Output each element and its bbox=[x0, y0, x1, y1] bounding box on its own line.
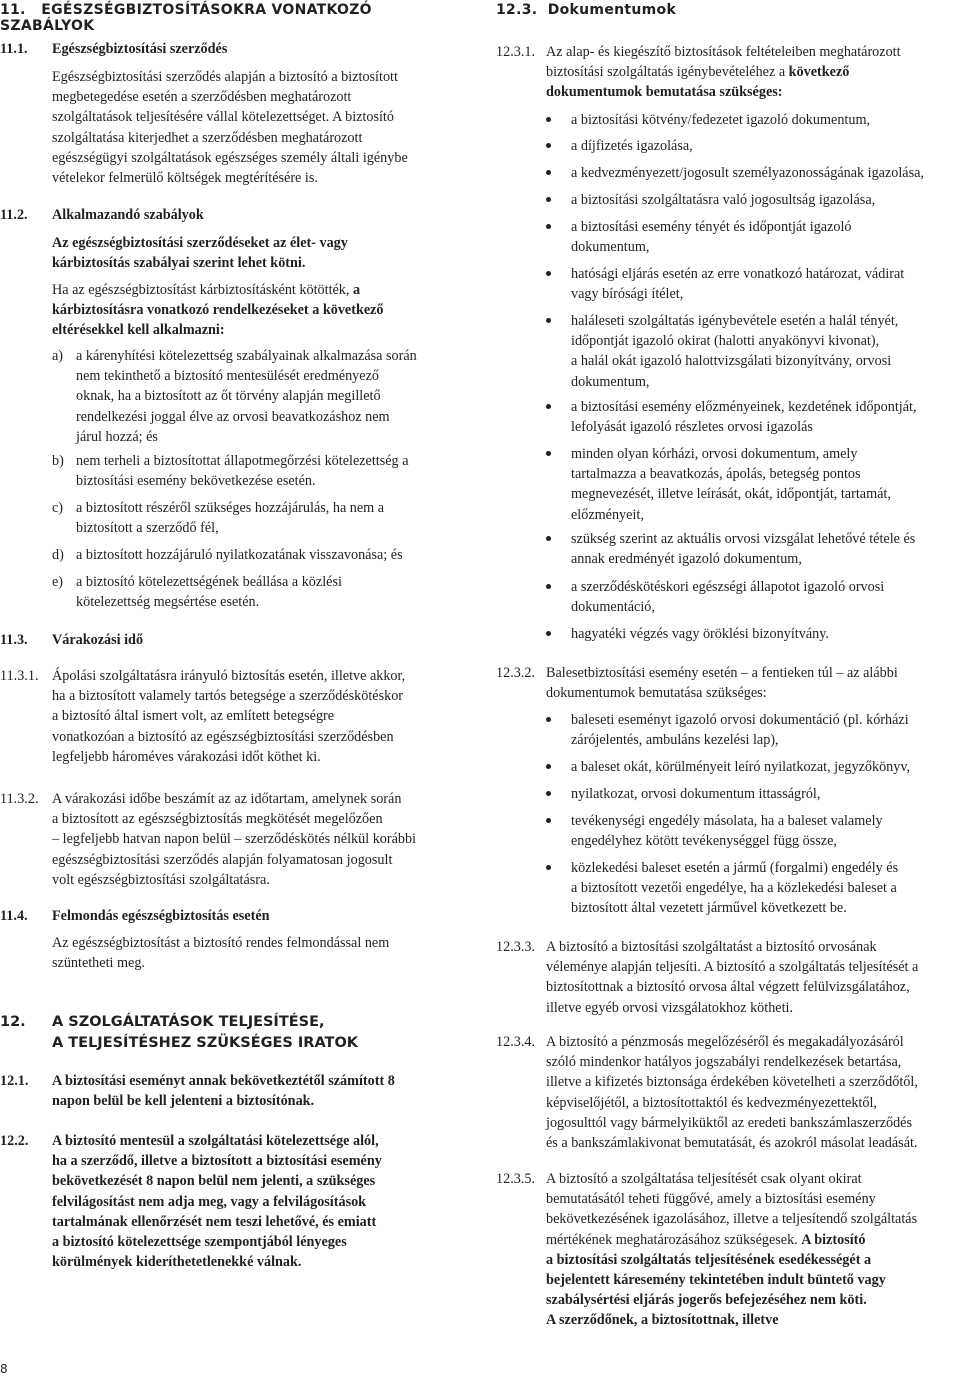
paragraph-line: illetve a kifizetés biztonsága érdekében követelheti a szerződőtől, bbox=[546, 1074, 918, 1091]
paragraph-number: 12.2. bbox=[0, 1133, 29, 1149]
section-11-3-title: Várakozási idő bbox=[52, 632, 144, 648]
page-number: 8 bbox=[0, 1362, 8, 1376]
bullet-line: tartalmazza a beavatkozás, ápolás, betegség pontos bbox=[571, 466, 861, 483]
paragraph-line: ha a szerződő, illetve a biztosított a biztosítási esemény bbox=[52, 1153, 382, 1170]
body-line: szolgáltatása kiterjedhet a szerződésben meghatározott bbox=[52, 129, 363, 146]
bullet-line: közlekedési baleset esetén a jármű (forgalmi) engedély és bbox=[571, 860, 899, 876]
paragraph-line: szóló mindenkor hatályos jogszabályi rendelkezések betartása, bbox=[546, 1054, 902, 1071]
bullet-line: dokumentum, bbox=[571, 239, 650, 256]
section-11-1-title: Egészségbiztosítási szerződés bbox=[52, 41, 228, 57]
section-11-2-intro bbox=[52, 280, 466, 341]
list-line: biztosított a szerződő fél, bbox=[76, 520, 219, 537]
paragraph-line: volt egészségbiztosítási szolgáltatásra. bbox=[52, 871, 270, 888]
section-11-1-number: 11.1. bbox=[0, 41, 28, 57]
paragraph-line: A biztosító a szolgáltatása teljesítését csak olyant okirat bbox=[546, 1171, 862, 1187]
bullet-line: vagy bírósági ítélet, bbox=[571, 286, 684, 303]
paragraph-line: tartalmának ellenőrzését nem teszi lehetővé, és emiatt bbox=[52, 1213, 377, 1230]
paragraph-line bbox=[546, 1230, 956, 1250]
list-line: járul hozzá; és bbox=[76, 428, 158, 445]
bullet-icon bbox=[546, 584, 551, 589]
bullet-icon bbox=[546, 224, 551, 229]
bullet-icon bbox=[546, 451, 551, 456]
body-line: Egészségbiztosítási szerződés alapján a biztosító a biztosított bbox=[52, 69, 398, 85]
paragraph-line: A biztosító a pénzmosás megelőzéséről és megakadályozásáról bbox=[546, 1034, 904, 1050]
section-11-3-number: 11.3. bbox=[0, 632, 28, 648]
paragraph-line: Ápolási szolgáltatásra irányuló biztosítás esetén, illetve akkor, bbox=[52, 668, 406, 684]
paragraph-line: ha a biztosított valamely tartós betegsége a szerződéskötéskor bbox=[52, 688, 404, 705]
paragraph-line: bekövetkezését 8 napon belül nem jelenti, a szükséges bbox=[52, 1173, 376, 1190]
body-line: egészségügyi szolgáltatások egészséges személy általi igénybe bbox=[52, 149, 408, 166]
list-line: a biztosító kötelezettségének beállása a közlési bbox=[76, 574, 342, 590]
paragraph-line: A biztosítási eseményt annak bekövetkeztétől számított 8 bbox=[52, 1073, 395, 1089]
list-letter: e) bbox=[52, 574, 64, 590]
paragraph-line: biztosítottnak a biztosító orvosa által végzett felülvizsgálatához, bbox=[546, 979, 910, 996]
paragraph-number: 12.3.3. bbox=[496, 939, 536, 955]
paragraph-line: és a bankszámlakivonat bemutatását, és azokról másolat leadását. bbox=[546, 1135, 918, 1152]
paragraph-line: dokumentumok bemutatása szükséges: bbox=[546, 685, 767, 702]
paragraph-number: 11.3.2. bbox=[0, 791, 39, 807]
list-line: kötelezettség megsértése esetén. bbox=[76, 594, 260, 611]
section-11-2-title: Alkalmazandó szabályok bbox=[52, 207, 204, 223]
bullet-line: annak eredményét igazoló dokumentum, bbox=[571, 551, 802, 568]
bullet-line: hagyatéki végzés vagy öröklési bizonyítvány. bbox=[571, 626, 829, 642]
bullet-line: hatósági eljárás esetén az erre vonatkozó határozat, vádirat bbox=[571, 266, 905, 282]
bullet-line: a biztosítási esemény előzményeinek, kezdetének időpontját, bbox=[571, 399, 917, 415]
list-letter: c) bbox=[52, 500, 64, 516]
list-line: nem tekinthető a biztosító mentesülését eredményező bbox=[76, 368, 379, 385]
body-line: szüntetheti meg. bbox=[52, 955, 145, 972]
body-line: szolgáltatások teljesítésére vállal kötelezettséget. A biztosító bbox=[52, 109, 394, 126]
bullet-icon bbox=[546, 536, 551, 541]
paragraph-line: a biztosított az egészségbiztosítás megkötését megelőzően bbox=[52, 811, 383, 828]
paragraph-line: felvilágosítást nem adja meg, vagy a felvilágosítások bbox=[52, 1193, 367, 1210]
bullet-line: szükség szerint az aktuális orvosi vizsgálat lehetővé tétele és bbox=[571, 531, 916, 547]
body-line: megbetegedése esetén a szerződésben meghatározott bbox=[52, 89, 352, 106]
paragraph-line: egészségbiztosítási szerződés alapján folyamatosan jogosult bbox=[52, 851, 393, 868]
paragraph-number: 12.1. bbox=[0, 1073, 29, 1089]
bold-line: Az egészségbiztosítási szerződéseket az élet- vagy bbox=[52, 235, 348, 251]
paragraph-line: körülmények kideríthetetlenekké válnak. bbox=[52, 1254, 302, 1271]
bullet-icon bbox=[546, 631, 551, 636]
intro-bold-line: eltérésekkel kell alkalmazni: bbox=[52, 322, 225, 339]
section-11-1-body bbox=[52, 67, 466, 188]
bullet-line: a biztosított vezetői engedélye, ha a közlekedési baleset a bbox=[571, 880, 897, 897]
intro-bold-line: kárbiztosításra vonatkozó rendelkezéseket a következő bbox=[52, 302, 384, 319]
section-11-2-bold-rule bbox=[52, 233, 466, 273]
list-line: nem terheli a biztosítottat állapotmegőrzési kötelezettség a bbox=[76, 453, 409, 469]
paragraph-line: véleménye alapján teljesíti. A biztosító a szolgáltatás teljesítését a bbox=[546, 959, 919, 976]
bullet-line: lefolyását igazoló részletes orvosi igazolás bbox=[571, 419, 813, 436]
intro-text: Ha az egészségbiztosítást kárbiztosításként kötötték, bbox=[52, 282, 350, 298]
paragraph-line: illetve egyéb orvosi vizsgálatokhoz kötheti. bbox=[546, 999, 794, 1016]
list-line: a kárenyhítési kötelezettség szabályainak alkalmazása során bbox=[76, 348, 417, 364]
section-11-4-title: Felmondás egészségbiztosítás esetén bbox=[52, 908, 270, 924]
paragraph-line: bejelentett káresemény tekintetében indult büntető vagy bbox=[546, 1272, 886, 1289]
paragraph-number: 12.3.5. bbox=[496, 1171, 536, 1187]
bullet-icon bbox=[546, 717, 551, 722]
bullet-line: tevékenységi engedély másolata, ha a baleset valamely bbox=[571, 813, 883, 829]
bullet-icon bbox=[546, 143, 551, 148]
paragraph-line: legfeljebb hároméves várakozási időt köthet ki. bbox=[52, 748, 321, 765]
bullet-icon bbox=[546, 117, 551, 122]
bullet-line: a díjfizetés igazolása, bbox=[571, 138, 693, 154]
section-11-4-number: 11.4. bbox=[0, 908, 28, 924]
bullet-line: megnevezését, illetve leírását, okát, időpontját, tartamát, bbox=[571, 486, 891, 503]
body-line: Az egészségbiztosítást a biztosító rendes felmondással nem bbox=[52, 935, 390, 951]
paragraph-line: szabálysértési eljárás jogerős befejezéséhez nem köti. bbox=[546, 1292, 867, 1309]
bullet-line: engedélyhez kötött tevékenységgel függ össze, bbox=[571, 833, 837, 850]
body-line: vételekor felmerülő költségek megtérítésére is. bbox=[52, 170, 318, 187]
bullet-line: dokumentum, bbox=[571, 373, 650, 390]
list-line: oknak, ha a biztosított az őt törvény alapján megillető bbox=[76, 388, 381, 405]
bullet-line: a biztosítási esemény tényét és időpontját igazoló bbox=[571, 219, 852, 235]
bold-line: kárbiztosítás szabályai szerint lehet kötni. bbox=[52, 255, 306, 272]
bullet-line: a halál okát igazoló halottvizsgálati bizonyítvány, orvosi bbox=[571, 353, 892, 370]
bullet-line: haláleseti szolgáltatás igénybevétele esetén a halál tényét, bbox=[571, 313, 899, 329]
paragraph-line: – legfeljebb hatvan napon belül – szerződéskötés nélkül korábbi bbox=[52, 831, 417, 848]
bullet-line: biztosított által vezetett járművel következett be. bbox=[571, 900, 847, 917]
bullet-icon bbox=[546, 404, 551, 409]
paragraph-line: jogosulttól vagy bármelyiküktől az eredeti bankszámlaszerződés bbox=[546, 1114, 912, 1131]
paragraph-line: A szerződőnek, a biztosítottnak, illetve bbox=[546, 1312, 779, 1329]
bullet-icon bbox=[546, 271, 551, 276]
paragraph-line: Az alap- és kiegészítő biztosítások feltételeiben meghatározott bbox=[546, 44, 901, 60]
paragraph-number: 11.3.1. bbox=[0, 668, 39, 684]
line-bold-text: következő bbox=[788, 64, 850, 81]
bullet-line: a biztosítási kötvény/fedezetet igazoló dokumentum, bbox=[571, 112, 871, 128]
section-12-title-line: A TELJESÍTÉSHEZ SZÜKSÉGES IRATOK bbox=[52, 1035, 359, 1051]
section-11-2-number: 11.2. bbox=[0, 207, 28, 223]
bullet-icon bbox=[546, 318, 551, 323]
list-line: a biztosított hozzájáruló nyilatkozatának visszavonása; és bbox=[76, 547, 403, 563]
bullet-line: időpontját igazoló okirat (halotti anyakönyvi kivonat), bbox=[571, 333, 880, 350]
paragraph-line: dokumentumok bemutatása szükséges: bbox=[546, 84, 783, 101]
list-letter: b) bbox=[52, 453, 64, 469]
paragraph-number: 12.3.4. bbox=[496, 1034, 536, 1050]
bullet-icon bbox=[546, 865, 551, 870]
paragraph-line: a biztosítási szolgáltatás teljesítésének esedékességét a bbox=[546, 1251, 872, 1268]
list-letter: d) bbox=[52, 547, 64, 563]
paragraph-line: Balesetbiztosítási esemény esetén – a fentieken túl – az alábbi bbox=[546, 665, 898, 681]
bullet-icon bbox=[546, 764, 551, 769]
intro-bold-word: a bbox=[353, 282, 361, 298]
line-bold-text: A biztosító bbox=[801, 1231, 866, 1248]
paragraph-number: 12.3.1. bbox=[496, 44, 536, 60]
bullet-icon bbox=[546, 791, 551, 796]
paragraph-line: A biztosító a biztosítási szolgáltatást a biztosító orvosának bbox=[546, 939, 877, 955]
bullet-line: a baleset okát, körülményeit leíró nyilatkozat, jegyzőkönyv, bbox=[571, 759, 911, 775]
bullet-icon bbox=[546, 818, 551, 823]
bullet-line: baleseti eseményt igazoló orvosi dokumentáció (pl. kórházi bbox=[571, 712, 909, 728]
paragraph-line: a biztosító kötelezettsége szempontjából lényeges bbox=[52, 1234, 347, 1251]
section-12-number: 12. bbox=[0, 1014, 26, 1030]
bullet-line: a kedvezményezett/jogosult személyazonosságának igazolása, bbox=[571, 165, 924, 181]
paragraph-line: képviselőjétől, a biztosítottaktól és kedvezményezettektől, bbox=[546, 1094, 877, 1111]
paragraph-line: A biztosító mentesül a szolgáltatási kötelezettsége alól, bbox=[52, 1133, 379, 1149]
paragraph-line bbox=[546, 62, 956, 82]
bullet-icon bbox=[546, 197, 551, 202]
bullet-line: minden olyan kórházi, orvosi dokumentum, amely bbox=[571, 446, 858, 462]
section-12-3-heading: 12.3. Dokumentumok bbox=[496, 2, 677, 18]
list-line: biztosítási esemény bekövetkezése esetén. bbox=[76, 473, 316, 490]
bullet-line: dokumentáció, bbox=[571, 599, 655, 616]
bullet-line: előzményeit, bbox=[571, 506, 644, 523]
paragraph-line: bemutatásától teheti függővé, amely a biztosítási esemény bbox=[546, 1191, 876, 1208]
bullet-line: nyilatkozat, orvosi dokumentum ittasságról, bbox=[571, 786, 821, 802]
intro-line bbox=[52, 280, 466, 300]
paragraph-line: bekövetkezésének igazolásához, illetve a teljesítendő szolgáltatás bbox=[546, 1211, 918, 1228]
list-letter: a) bbox=[52, 348, 64, 364]
bullet-icon bbox=[546, 170, 551, 175]
paragraph-number: 12.3.2. bbox=[496, 665, 536, 681]
line-text: biztosítási szolgáltatás igénybevételéhez a bbox=[546, 64, 786, 81]
bullet-line: a biztosítási szolgáltatásra való jogosultság igazolása, bbox=[571, 192, 876, 208]
line-text: mértékének meghatározásához szükségesek. bbox=[546, 1231, 798, 1248]
paragraph-line: A várakozási időbe beszámít az az időtartam, amelynek során bbox=[52, 791, 402, 807]
paragraph-line: vonatkozóan a biztosító az egészségbiztosítási szerződésben bbox=[52, 728, 394, 745]
paragraph-line: a biztosító által ismert volt, az említett betegségre bbox=[52, 708, 335, 725]
list-line: a biztosított részéről szükséges hozzájárulás, ha nem a bbox=[76, 500, 385, 516]
section-11-heading: 11. EGÉSZSÉGBIZTOSÍTÁSOKRA VONATKOZÓ SZABÁLYOK bbox=[0, 2, 372, 34]
section-12-title-line: A SZOLGÁLTATÁSOK TELJESÍTÉSE, bbox=[52, 1014, 325, 1030]
bullet-line: a szerződéskötéskori egészségi állapotot igazoló orvosi bbox=[571, 579, 885, 595]
paragraph-line: napon belül be kell jelenteni a biztosítónak. bbox=[52, 1093, 315, 1110]
section-11-4-body bbox=[52, 933, 466, 973]
list-line: rendelkezési joggal élve az orvosi beavatkozáshoz nem bbox=[76, 408, 390, 425]
bullet-line: zárójelentés, ambuláns kezelési lap), bbox=[571, 732, 779, 749]
